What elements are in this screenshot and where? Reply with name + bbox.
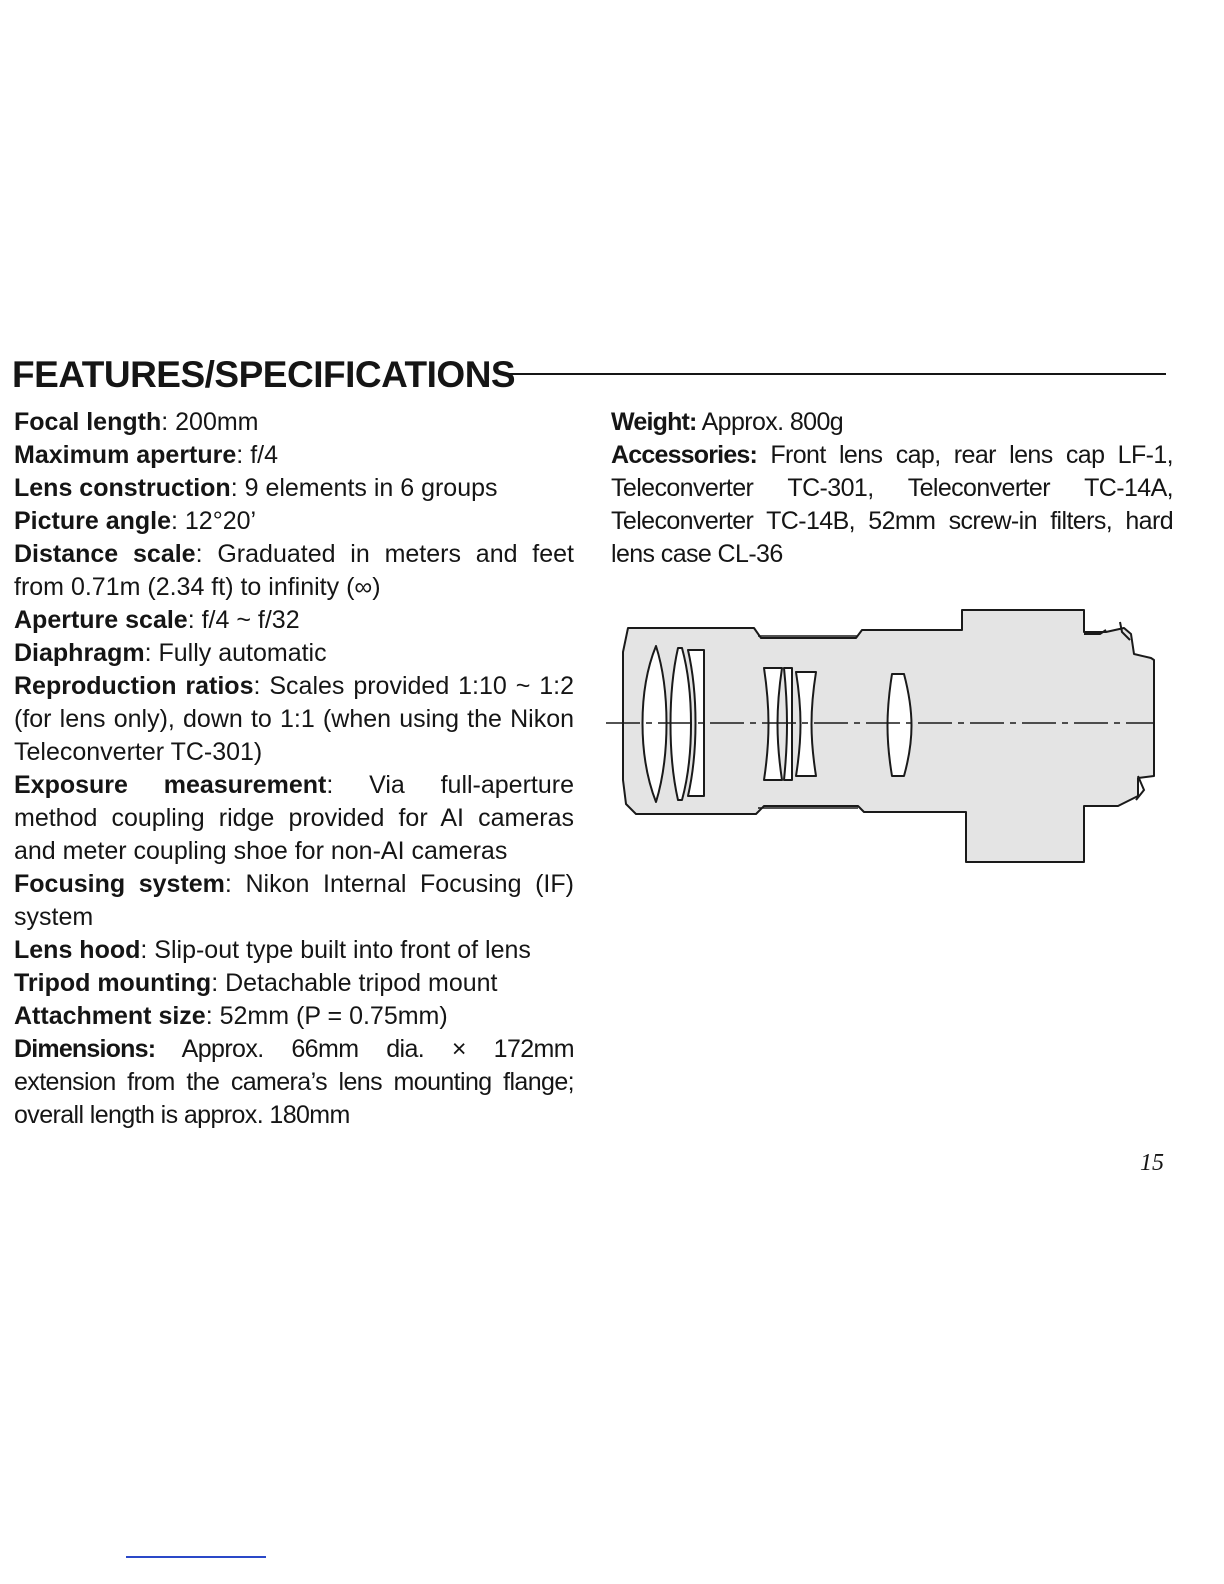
spec-dimensions bbox=[14, 1033, 574, 1132]
spec-value: Slip-out type built into front of lens bbox=[154, 936, 531, 964]
spec-label: Focal length bbox=[14, 408, 162, 436]
spec-value: 12°20’ bbox=[184, 507, 257, 535]
spec-label: Distance scale bbox=[14, 540, 196, 568]
spec-lens-construction: Lens construction: 9 elements in 6 groups bbox=[14, 474, 498, 502]
spec-label: Focusing system bbox=[14, 870, 225, 898]
rear-lens-group bbox=[888, 674, 912, 776]
spec-picture-angle: Picture angle: 12°20’ bbox=[14, 507, 257, 535]
spec-value: Scales provided 1:10 ~ 1:2 (for lens only), down to 1:1 (when using the Nikon Teleconverter TC-301) bbox=[14, 672, 574, 766]
heading-rule bbox=[506, 373, 1166, 375]
spec-value: f/4 bbox=[250, 441, 278, 469]
spec-attachment-size: Attachment size: 52mm (P = 0.75mm) bbox=[14, 1002, 448, 1030]
spec-label: Maximum aperture bbox=[14, 441, 237, 469]
spec-value: Detachable tripod mount bbox=[225, 969, 498, 997]
spec-value: 200mm bbox=[175, 408, 259, 436]
spec-label: Accessories: bbox=[611, 441, 758, 469]
spec-focusing-system: Focusing system: Nikon Internal Focusing (IF) system bbox=[14, 870, 574, 931]
spec-label: Reproduction ratios bbox=[14, 672, 254, 700]
spec-focal-length: Focal length: 200mm bbox=[14, 408, 259, 436]
spec-diaphragm: Diaphragm: Fully automatic bbox=[14, 639, 327, 667]
spec-tripod-mounting: Tripod mounting: Detachable tripod mount bbox=[14, 969, 498, 997]
spec-aperture-scale: Aperture scale: f/4 ~ f/32 bbox=[14, 606, 300, 634]
spec-weight bbox=[611, 406, 1173, 439]
specs-right-column bbox=[611, 406, 1173, 571]
spec-exposure-measurement: Exposure measurement: Via full-aperture method coupling ridge provided for AI cameras and meter coupling shoe for non-AI cameras bbox=[14, 771, 574, 865]
lens-cross-section-diagram bbox=[606, 600, 1166, 880]
spec-maximum-aperture: Maximum aperture: f/4 bbox=[14, 441, 278, 469]
spec-label: Attachment size bbox=[14, 1002, 206, 1030]
front-lens-group bbox=[643, 646, 705, 802]
spec-label: Exposure measurement bbox=[14, 771, 327, 799]
spec-value: Nikon Internal Focusing (IF) system bbox=[14, 870, 574, 931]
page-title: FEATURES/SPECIFICATIONS bbox=[12, 354, 516, 395]
section-heading bbox=[12, 352, 1166, 398]
spec-lens-hood: Lens hood: Slip-out type built into front of lens bbox=[14, 936, 531, 964]
middle-lens-group bbox=[764, 668, 816, 780]
spec-value: Front lens cap, rear lens cap LF-1, Teleconverter TC-301, Teleconverter TC-14A, Teleconverter TC-14B, 52mm screw-in filters, hard lens case CL-36 bbox=[611, 441, 1173, 568]
spec-reproduction-ratios: Reproduction ratios: Scales provided 1:10 ~ 1:2 (for lens only), down to 1:1 (when using the Nikon Teleconverter TC-301) bbox=[14, 672, 574, 766]
spec-distance-scale: Distance scale: Graduated in meters and feet from 0.71m (2.34 ft) to infinity (∞) bbox=[14, 540, 575, 601]
spec-value: f/4 ~ f/32 bbox=[201, 606, 300, 634]
spec-accessories bbox=[611, 439, 1173, 571]
spec-label: Aperture scale bbox=[14, 606, 188, 634]
specs-left-column bbox=[14, 406, 574, 1132]
spec-value: Via full-aperture method coupling ridge provided for AI cameras and meter coupling shoe for non-AI cameras bbox=[14, 771, 574, 865]
spec-label: Lens hood bbox=[14, 936, 141, 964]
spec-value: 52mm (P = 0.75mm) bbox=[219, 1002, 448, 1030]
page-number: 15 bbox=[1140, 1150, 1164, 1176]
footer-rule bbox=[126, 1556, 266, 1558]
spec-value: Fully automatic bbox=[158, 639, 327, 667]
spec-label: Tripod mounting bbox=[14, 969, 212, 997]
spec-label: Diaphragm bbox=[14, 639, 145, 667]
spec-label: Dimensions: bbox=[14, 1035, 156, 1063]
spec-value: Approx. 66mm dia. × 172mm extension from the camera’s lens mounting flange; overall length is approx. 180mm bbox=[14, 1035, 575, 1129]
spec-label: Picture angle bbox=[14, 507, 171, 535]
spec-label: Lens construction bbox=[14, 474, 231, 502]
spec-value: Approx. 800g bbox=[701, 408, 844, 436]
spec-value: 9 elements in 6 groups bbox=[244, 474, 498, 502]
spec-label: Weight: bbox=[611, 408, 697, 436]
spec-value: Graduated in meters and feet from 0.71m (2.34 ft) to infinity (∞) bbox=[14, 540, 575, 601]
